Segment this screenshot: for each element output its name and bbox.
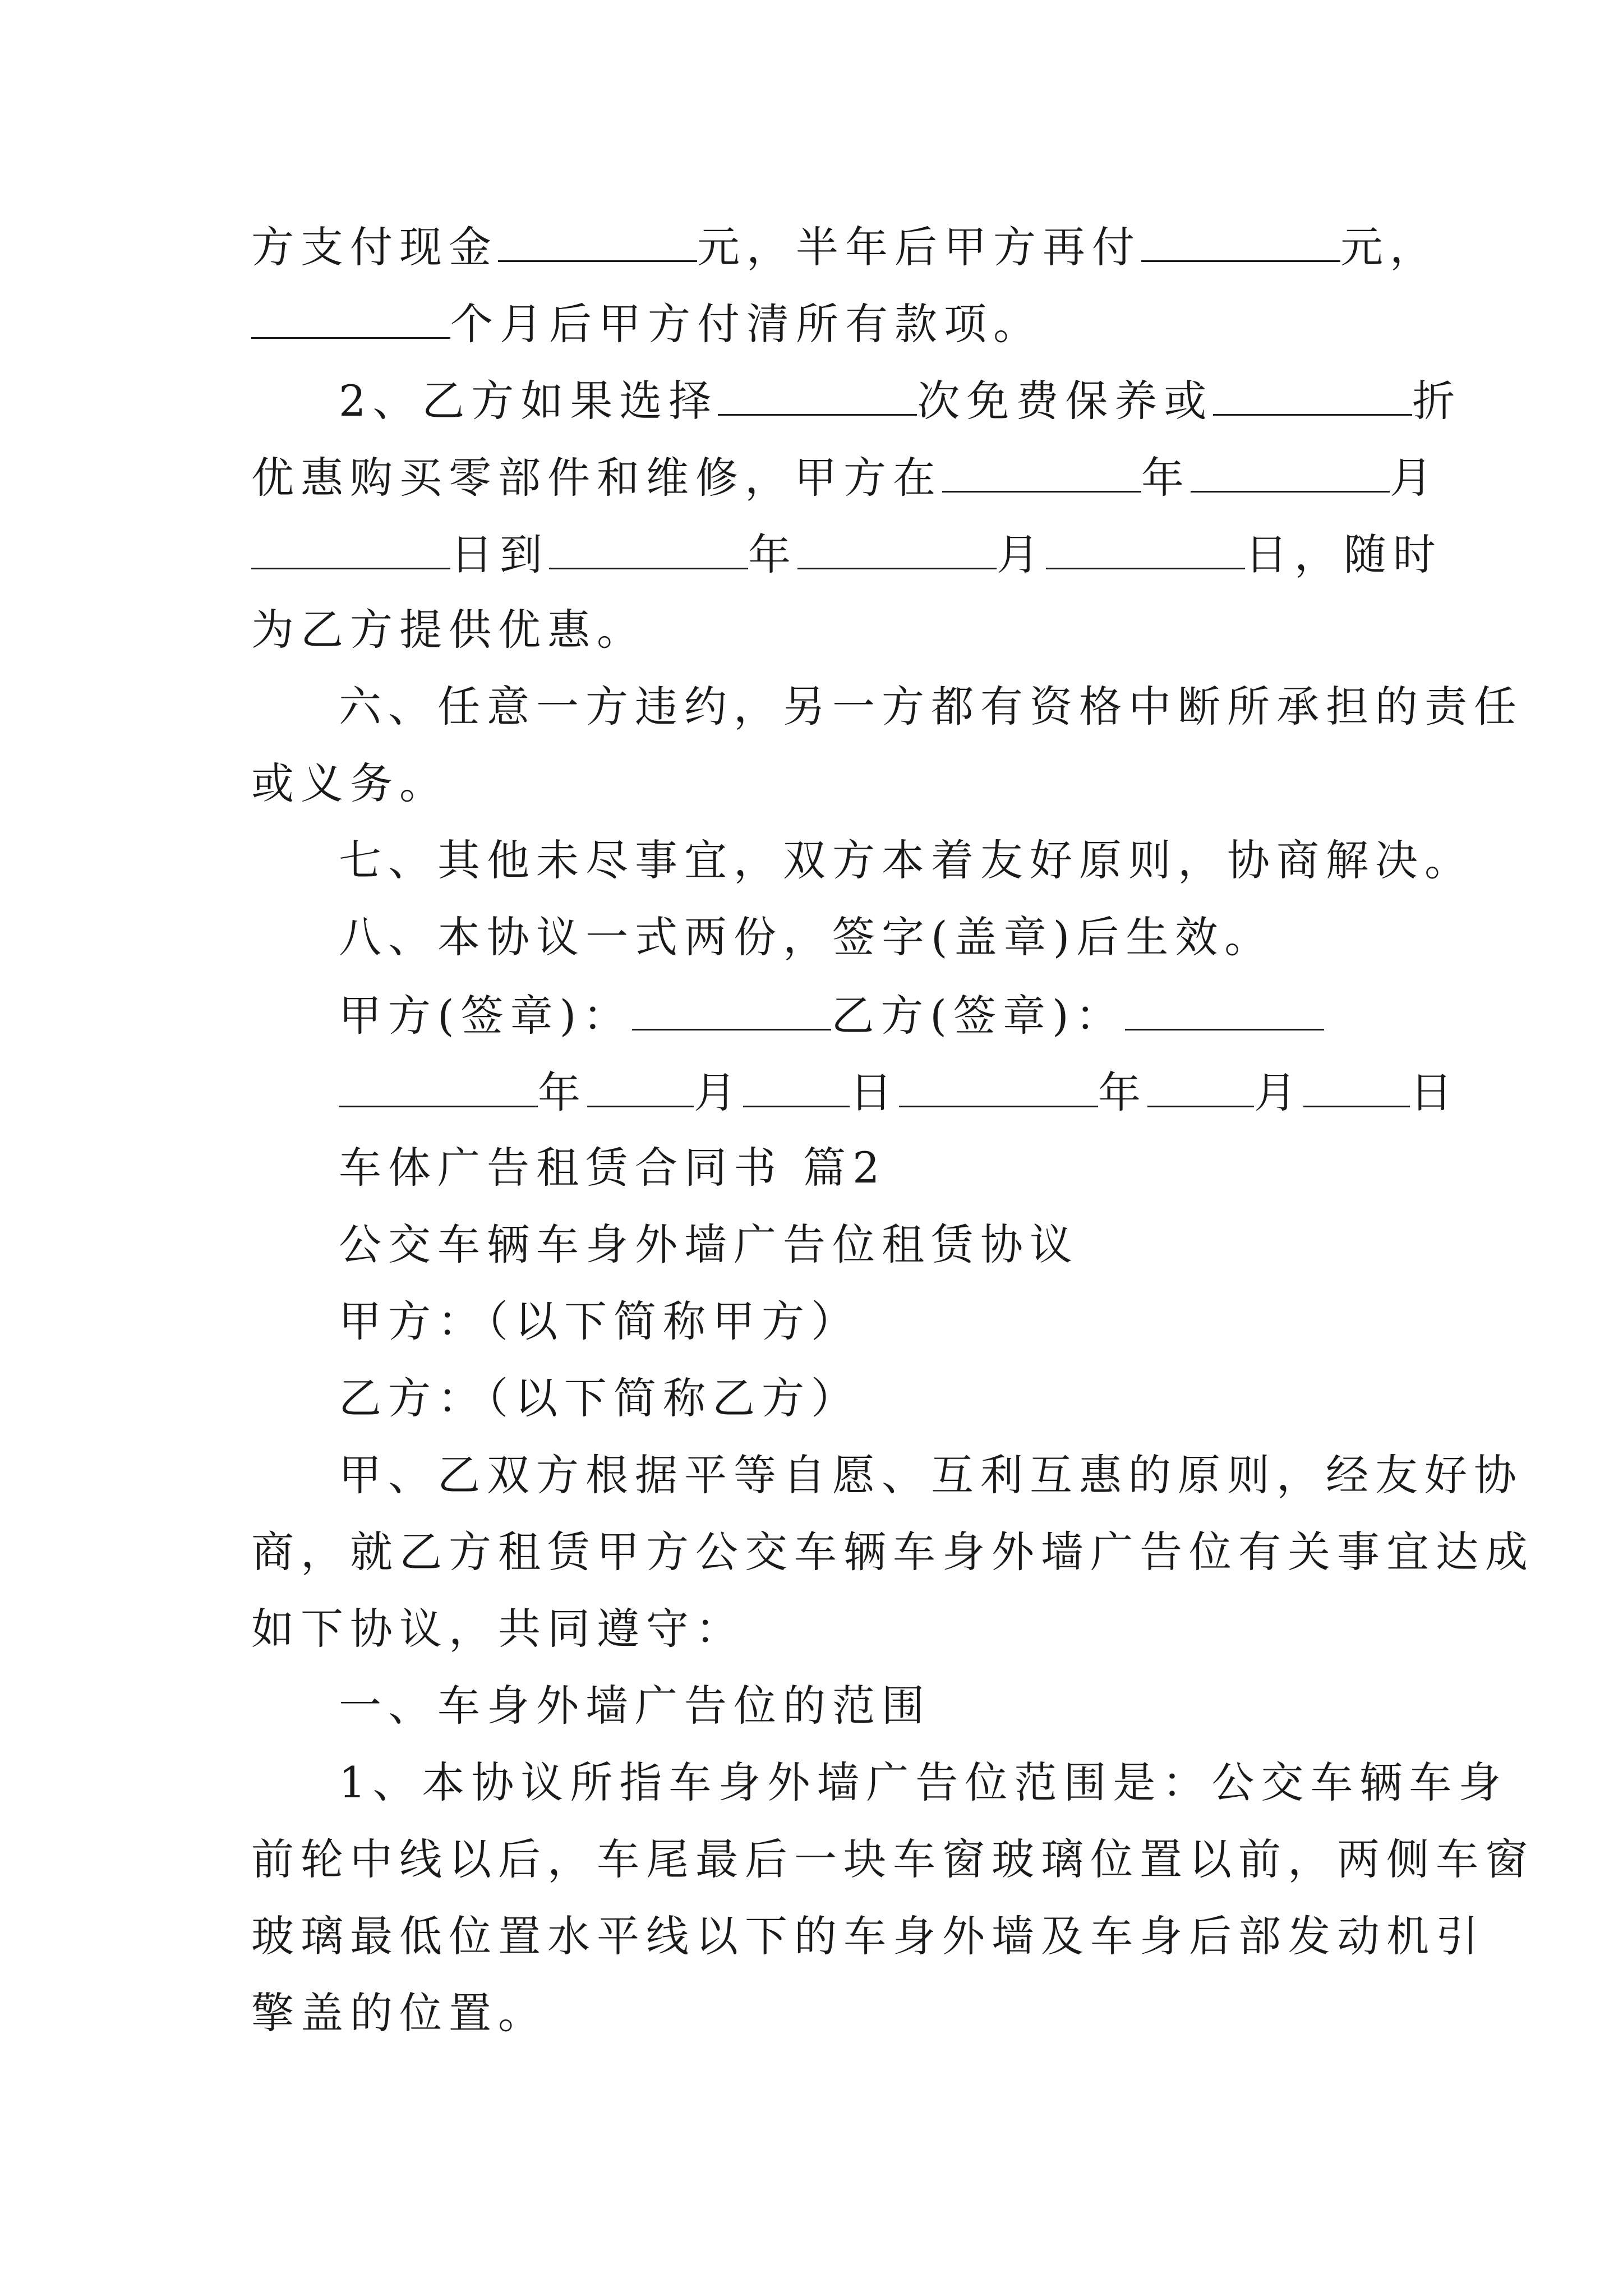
paragraph-line: 擎盖的位置。 bbox=[251, 1988, 547, 2038]
fill-in-blank bbox=[339, 1070, 538, 1107]
fill-in-blank bbox=[1046, 532, 1245, 569]
paragraph-line: 甲、乙双方根据平等自愿、互利互惠的原则，经友好协 bbox=[339, 1450, 1523, 1500]
paragraph-line: 商，就乙方租赁甲方公交车辆车身外墙广告位有关事宜达成 bbox=[251, 1527, 1534, 1577]
fill-in-blank bbox=[1147, 1070, 1254, 1107]
text-run: 月 bbox=[1390, 453, 1439, 503]
text-run: 年 bbox=[748, 530, 797, 579]
text-run: 月 bbox=[997, 530, 1046, 579]
signature-line bbox=[339, 991, 1324, 1041]
text-run: 次免费保养或 bbox=[917, 376, 1214, 426]
fill-in-blank bbox=[251, 301, 450, 339]
text-run: 年 bbox=[1098, 1068, 1147, 1117]
fill-in-blank bbox=[498, 224, 697, 262]
paragraph-line: 前轮中线以后，车尾最后一块车窗玻璃位置以前，两侧车窗 bbox=[251, 1834, 1534, 1884]
text-run: 年 bbox=[538, 1068, 587, 1117]
party-a-line: 甲方：（以下简称甲方） bbox=[339, 1296, 860, 1346]
paragraph-line bbox=[251, 299, 1043, 349]
text-run: 日 bbox=[850, 1068, 899, 1117]
agreement-title: 公交车辆车身外墙广告位租赁协议 bbox=[339, 1220, 1079, 1269]
text-run: 甲方(签章)： bbox=[339, 991, 633, 1041]
text-run: 月 bbox=[694, 1068, 743, 1117]
text-run: 折 bbox=[1412, 376, 1462, 426]
text-run: 个月后甲方付清所有款项。 bbox=[450, 299, 1043, 349]
paragraph-line: 1、本协议所指车身外墙广告位范围是：公交车辆车身 bbox=[339, 1757, 1508, 1807]
fill-in-blank bbox=[899, 1070, 1098, 1107]
clause-heading: 一、车身外墙广告位的范围 bbox=[339, 1681, 931, 1731]
text-run: 元， bbox=[1340, 222, 1439, 272]
section-heading: 车体广告租赁合同书 篇2 bbox=[339, 1143, 887, 1193]
fill-in-blank bbox=[1141, 224, 1340, 262]
paragraph-line bbox=[339, 376, 1462, 426]
date-line bbox=[339, 1068, 1459, 1117]
paragraph-line bbox=[251, 453, 1439, 503]
text-run: 日到 bbox=[450, 530, 549, 579]
fill-in-blank bbox=[718, 378, 917, 416]
paragraph-line: 如下协议，共同遵守： bbox=[251, 1604, 745, 1654]
paragraph-line: 为乙方提供优惠。 bbox=[251, 605, 646, 655]
text-run: 优惠购买零部件和维修，甲方在 bbox=[251, 453, 942, 503]
paragraph-line: 玻璃最低位置水平线以下的车身外墙及车身后部发动机引 bbox=[251, 1911, 1485, 1961]
fill-in-blank bbox=[1125, 993, 1324, 1030]
text-run: 日 bbox=[1410, 1068, 1459, 1117]
party-b-line: 乙方：（以下简称乙方） bbox=[339, 1373, 860, 1423]
fill-in-blank bbox=[549, 532, 748, 569]
text-run: 年 bbox=[1141, 453, 1191, 503]
paragraph-line bbox=[251, 530, 1442, 579]
text-run: 日，随时 bbox=[1245, 530, 1442, 579]
fill-in-blank bbox=[1213, 378, 1412, 416]
paragraph-line bbox=[251, 222, 1439, 272]
fill-in-blank bbox=[743, 1070, 850, 1107]
fill-in-blank bbox=[1191, 455, 1390, 493]
text-run: 元，半年后甲方再付 bbox=[697, 222, 1141, 272]
text-run: 乙方(签章)： bbox=[831, 991, 1125, 1041]
text-run: 方支付现金 bbox=[251, 222, 498, 272]
paragraph-line: 或义务。 bbox=[251, 758, 449, 808]
fill-in-blank bbox=[1303, 1070, 1410, 1107]
paragraph-line: 六、任意一方违约，另一方都有资格中断所承担的责任 bbox=[339, 682, 1523, 731]
fill-in-blank bbox=[632, 993, 831, 1030]
fill-in-blank bbox=[942, 455, 1141, 493]
paragraph-line: 七、其他未尽事宜，双方本着友好原则，协商解决。 bbox=[339, 835, 1474, 885]
fill-in-blank bbox=[797, 532, 997, 569]
fill-in-blank bbox=[587, 1070, 694, 1107]
fill-in-blank bbox=[251, 532, 450, 569]
text-run: 2、乙方如果选择 bbox=[339, 376, 718, 426]
paragraph-line: 八、本协议一式两份，签字(盖章)后生效。 bbox=[339, 912, 1274, 962]
text-run: 月 bbox=[1254, 1068, 1303, 1117]
